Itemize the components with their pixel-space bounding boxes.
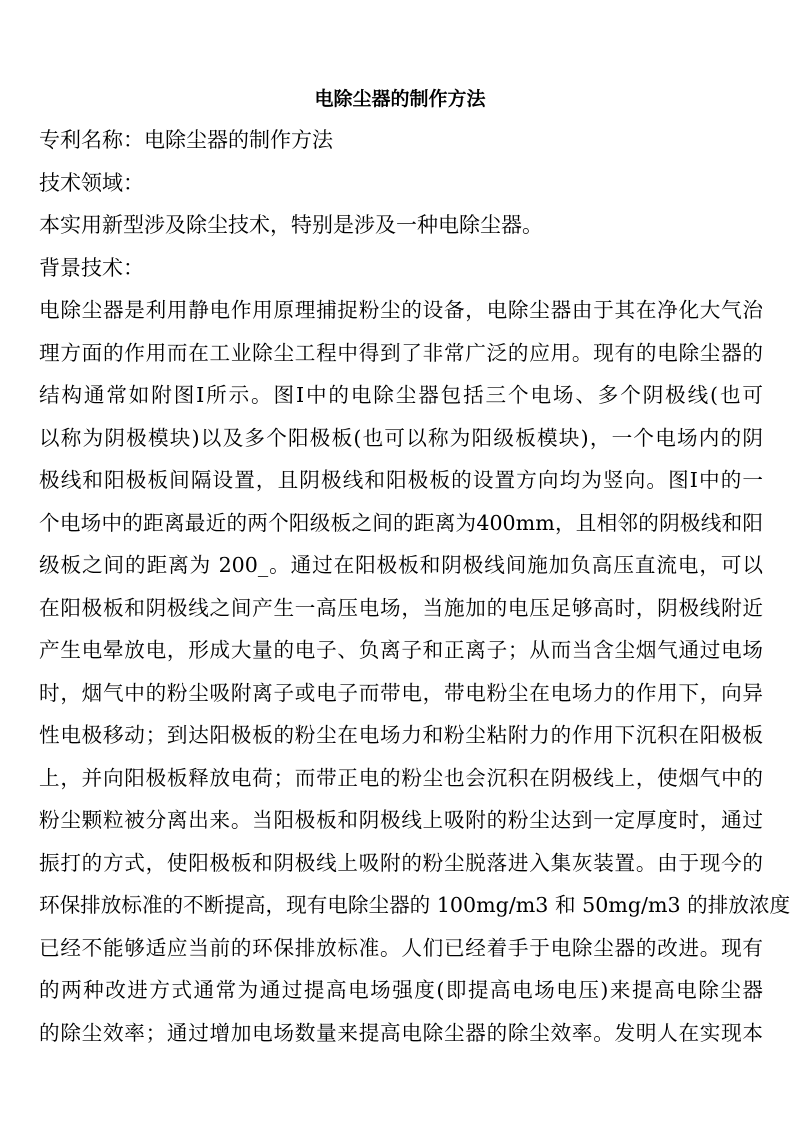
body-line: 极线和阳极板间隔设置，且阴极线和阳极板的设置方向均为竖向。图I中的一 — [39, 468, 763, 492]
body-line: 电除尘器是利用静电作用原理捕捉粉尘的设备，电除尘器由于其在净化大气治 — [39, 298, 763, 322]
body-line: 的两种改进方式通常为通过提高电场强度(即提高电场电压)来提高电除尘器 — [39, 978, 763, 1002]
body-line: 上，并向阳极板释放电荷；而带正电的粉尘也会沉积在阴极线上，使烟气中的 — [39, 766, 763, 790]
body-line: 时，烟气中的粉尘吸附离子或电子而带电，带电粉尘在电场力的作用下，向异 — [39, 681, 763, 705]
body-line: 以称为阴极模块)以及多个阳极板(也可以称为阳级板模块)，一个电场内的阴 — [39, 426, 763, 450]
body-line: 粉尘颗粒被分离出来。当阳极板和阴极线上吸附的粉尘达到一定厚度时，通过 — [39, 808, 763, 832]
body-line: 级板之间的距离为 200_。通过在阳极板和阴极线间施加负高压直流电，可以 — [39, 553, 763, 577]
body-line: 结构通常如附图I所示。图I中的电除尘器包括三个电场、多个阴极线(也可 — [39, 383, 763, 407]
body-line: 产生电晕放电，形成大量的电子、负离子和正离子；从而当含尘烟气通过电场 — [39, 638, 763, 662]
body-line: 环保排放标准的不断提高，现有电除尘器的 100mg/m3 和 50mg/m3 的排放浓度 — [39, 893, 791, 917]
tech-field-text: 本实用新型涉及除尘技术，特别是涉及一种电除尘器。 — [39, 213, 543, 237]
body-line: 振打的方式，使阳极板和阴极线上吸附的粉尘脱落进入集灰装置。由于现今的 — [39, 851, 763, 875]
body-line: 在阳极板和阴极线之间产生一高压电场，当施加的电压足够高时，阴极线附近 — [39, 596, 763, 620]
document-title: 电除尘器的制作方法 — [314, 88, 486, 110]
body-line: 的除尘效率；通过增加电场数量来提高电除尘器的除尘效率。发明人在实现本 — [39, 1021, 763, 1045]
body-line: 个电场中的距离最近的两个阳级板之间的距离为400mm，且相邻的阴极线和阳 — [39, 511, 763, 535]
body-line: 性电极移动；到达阳极板的粉尘在电场力和粉尘粘附力的作用下沉积在阳极板 — [39, 723, 763, 747]
background-heading: 背景技术： — [39, 256, 144, 280]
body-line: 理方面的作用而在工业除尘工程中得到了非常广泛的应用。现有的电除尘器的 — [39, 341, 763, 365]
tech-field-heading: 技术领域： — [39, 171, 144, 195]
body-line: 已经不能够适应当前的环保排放标准。人们已经着手于电除尘器的改进。现有 — [39, 936, 763, 960]
patent-name-label: 专利名称：电除尘器的制作方法 — [39, 128, 333, 152]
